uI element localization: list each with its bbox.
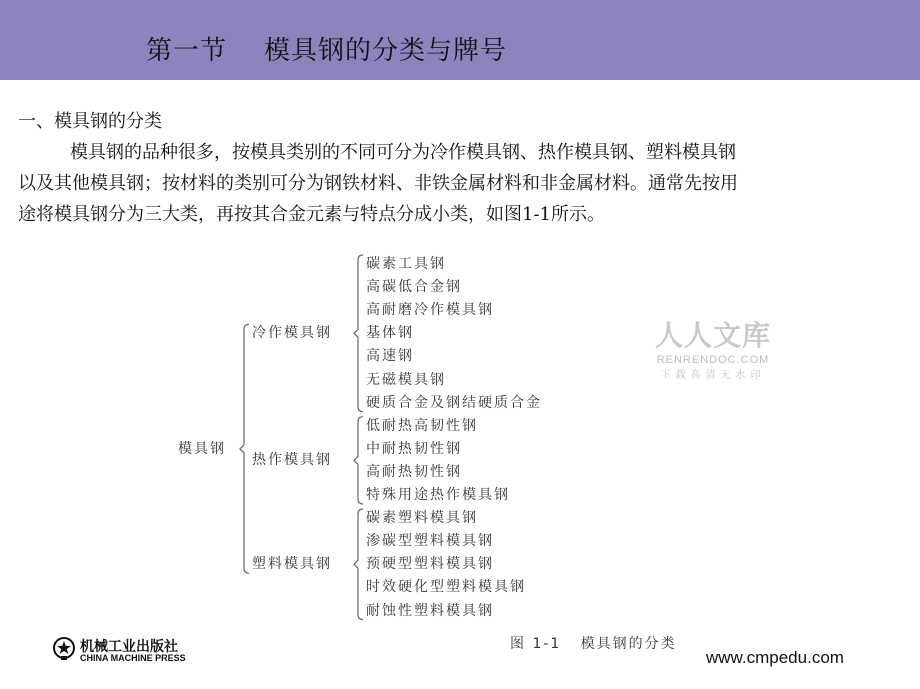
diagram-leaf: 高耐热韧性钢 — [366, 463, 462, 480]
watermark-main: 人人文库 — [654, 319, 771, 352]
diagram-root: 模具钢 — [178, 440, 226, 457]
slide-header — [0, 0, 920, 80]
watermark-en: RENRENDOC.COM — [656, 354, 770, 366]
diagram-leaf: 特殊用途热作模具钢 — [366, 487, 510, 503]
group-bracket — [354, 417, 363, 504]
gear-star-icon — [52, 636, 76, 660]
watermark-sub: 下载高清无水印 — [660, 370, 766, 381]
diagram-group: 塑料模具钢 — [252, 556, 332, 573]
diagram-leaf: 中耐热韧性钢 — [366, 440, 462, 457]
diagram-leaf: 高速钢 — [366, 348, 414, 365]
figure-caption: 图 1-1 模具钢的分类 — [510, 636, 677, 652]
slide-title: 第一节 模具钢的分类与牌号 — [146, 36, 508, 66]
section-heading: 一、模具钢的分类 — [18, 111, 162, 132]
paragraph-line-1: 模具钢的品种很多，按模具类别的不同可分为冷作模具钢、热作模具钢、塑料模具钢 — [70, 142, 736, 163]
classification-diagram — [170, 252, 590, 632]
logo-cn: 机械工业出版社 — [80, 639, 178, 655]
group-bracket — [354, 255, 363, 412]
watermark — [643, 314, 783, 381]
paragraph-line-2: 以及其他模具钢；按材料的类别可分为钢铁材料、非铁金属材料和非金属材料。通常先按用 — [18, 173, 738, 194]
diagram-group: 冷作模具钢 — [252, 325, 332, 342]
diagram-leaf: 碳素工具钢 — [366, 256, 446, 272]
logo-en: CHINA MACHINE PRESS — [80, 653, 186, 663]
diagram-leaf: 硬质合金及钢结硬质合金 — [366, 394, 542, 411]
diagram-leaf: 基体钢 — [366, 325, 414, 342]
root-bracket — [240, 324, 249, 573]
diagram-leaf: 预硬型塑料模具钢 — [366, 556, 494, 573]
diagram-leaf: 碳素塑料模具钢 — [366, 510, 478, 527]
diagram-group: 热作模具钢 — [252, 452, 332, 469]
diagram-leaf: 无磁模具钢 — [366, 371, 446, 388]
paragraph-line-3: 途将模具钢分为三大类，再按其合金元素与特点分成小类，如图1-1所示。 — [18, 204, 605, 225]
diagram-leaf: 高耐磨冷作模具钢 — [366, 302, 494, 319]
diagram-leaf: 低耐热高韧性钢 — [366, 417, 478, 434]
diagram-leaf: 高碳低合金钢 — [366, 279, 462, 296]
diagram-leaf: 渗碳型塑料模具钢 — [366, 533, 494, 550]
footer-url[interactable]: www.cmpedu.com — [706, 648, 844, 667]
diagram-leaf: 时效硬化型塑料模具钢 — [366, 579, 526, 596]
diagram-leaf: 耐蚀性塑料模具钢 — [366, 602, 494, 619]
group-bracket — [354, 509, 363, 619]
